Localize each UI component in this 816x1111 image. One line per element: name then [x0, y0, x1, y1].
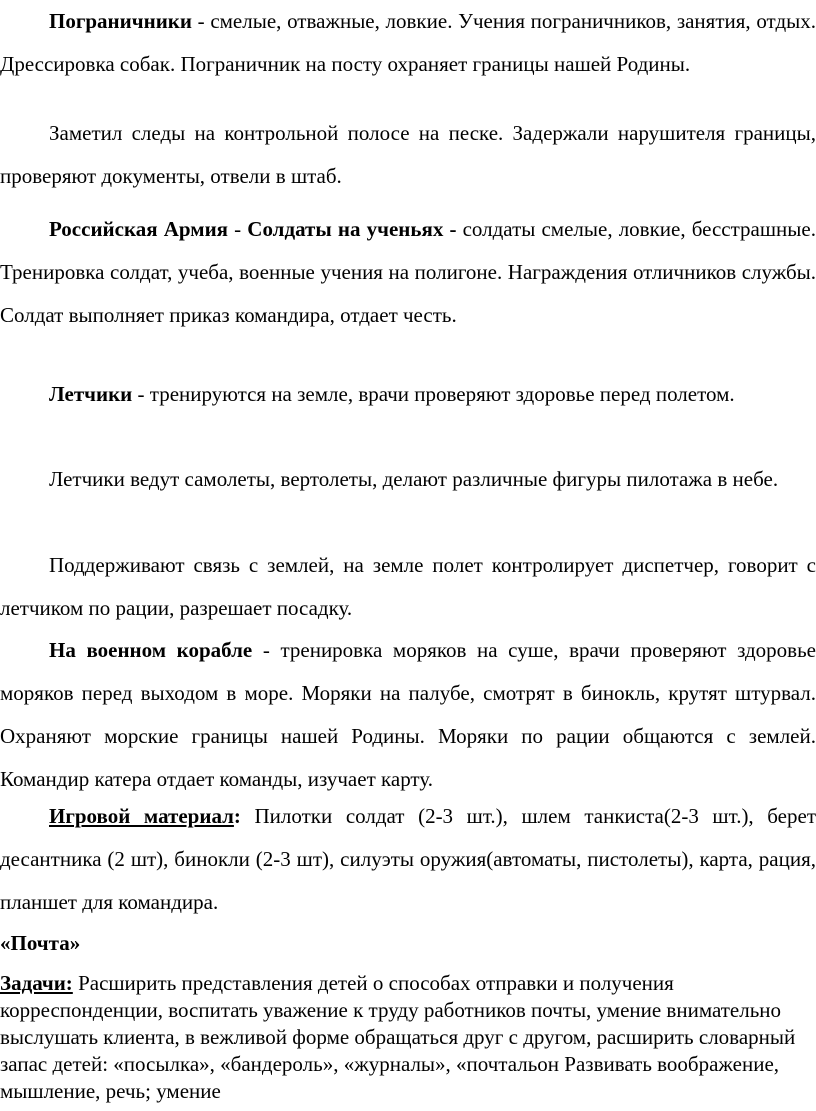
- paragraph-warship: [0, 629, 816, 801]
- paragraph-text: Летчики ведут самолеты, вертолеты, делают различные фигуры пилотажа в небе.: [49, 467, 779, 491]
- paragraph-text: - смелые, отважные, ловкие. Учения пограничников, занятия, отдых. Дрессировка собак. Пограничник на посту охраняет границы нашей Родины.: [0, 9, 816, 76]
- paragraph-lead: На военном корабле: [49, 638, 253, 662]
- paragraph-game-material: [0, 795, 816, 924]
- paragraph-text: Пилотки солдат (2-3 шт.), шлем танкиста(2-3 шт.), берет десантника (2 шт), бинокли (2-3 шт), силуэты оружия(автоматы, пистолеты), карта, рация, планшет для командира.: [0, 804, 816, 914]
- paragraph-colon: :: [233, 804, 241, 828]
- paragraph-text: Заметил следы на контрольной полосе на песке. Задержали нарушителя границы, проверяют документы, отвели в штаб.: [0, 121, 816, 188]
- paragraph-text: Поддерживают связь с землей, на земле полет контролирует диспетчер, говорит с летчиком по рации, разрешает посадку.: [0, 553, 816, 620]
- section-title: «Почта»: [0, 931, 81, 955]
- paragraph-border-guards: [0, 0, 816, 86]
- paragraph-text: - тренировка моряков на суше, врачи проверяют здоровье моряков перед выходом в море. Моряки на палубе, смотрят в бинокль, крутят штурвал. Охраняют морские границы нашей Родины. Моряки по рации общаются с землей. Командир катера отдает команды, изучает карту.: [0, 638, 816, 791]
- paragraph-text: - тренируются на земле, врачи проверяют здоровье перед полетом.: [132, 382, 735, 406]
- paragraph-separator: -: [228, 217, 248, 241]
- paragraph-lead-secondary: Солдаты на ученьях -: [247, 217, 457, 241]
- paragraph-border-tracks: [0, 112, 816, 198]
- paragraph-lead: Пограничники: [49, 9, 192, 33]
- section-title-block: [0, 920, 816, 965]
- paragraph-text: солдаты смелые, ловкие, бесстрашные. Тренировка солдат, учеба, военные учения на полигоне. Награждения отличников службы. Солдат выполняет приказ командира, отдает честь.: [0, 217, 816, 327]
- paragraph-russian-army: [0, 208, 816, 337]
- paragraph-lead: Российская Армия: [49, 217, 229, 241]
- paragraph-lead: Игровой материал: [49, 804, 234, 828]
- paragraph-text: Расширить представления детей о способах отправки и получения корреспонденции, воспитать уважение к труду работников почты, умение внимательно выслушать клиента, в вежливой форме обращаться друг с другом, расширить словарный запас детей: «посылка», «бандероль», «журналы», «почтальон Развивать воображение, мышление, речь; умение: [0, 971, 796, 1103]
- paragraph-pilots-radio: [0, 544, 816, 630]
- paragraph-tasks: [0, 966, 816, 1105]
- paragraph-pilots-flying: [0, 458, 816, 501]
- paragraph-lead: Летчики: [49, 382, 133, 406]
- paragraph-lead: Задачи:: [0, 971, 73, 995]
- paragraph-pilots: [0, 373, 816, 416]
